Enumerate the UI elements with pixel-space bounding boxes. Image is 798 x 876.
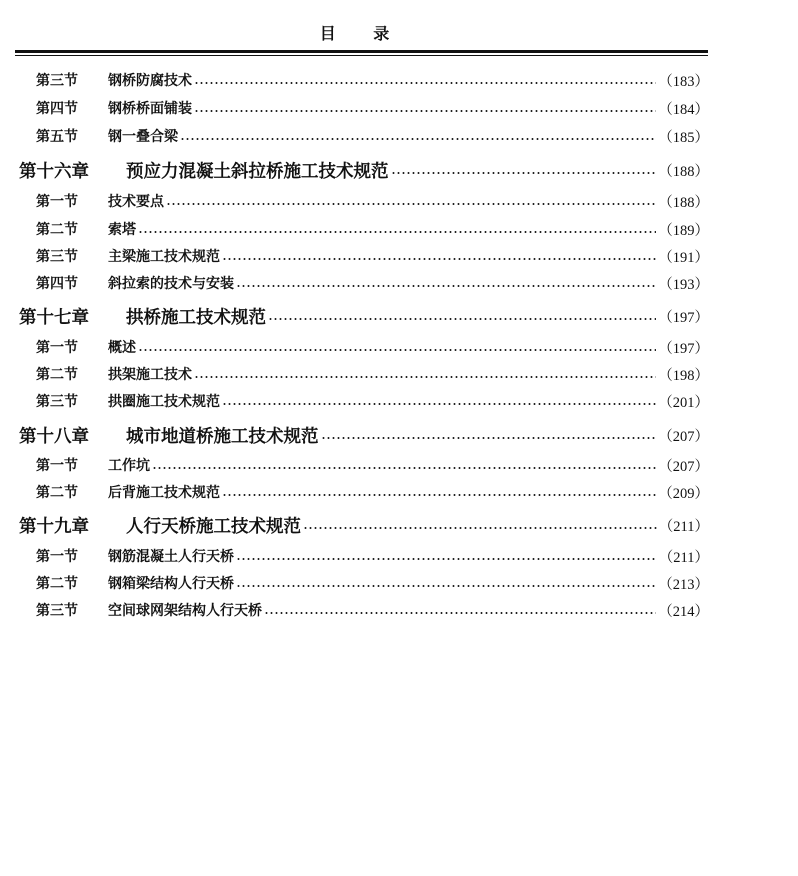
toc-section-entry[interactable] — [36, 335, 709, 359]
page-number: （213） — [658, 576, 709, 593]
dot-leader — [264, 603, 656, 617]
dot-leader — [222, 394, 656, 408]
dot-leader — [321, 428, 657, 442]
page-number: （201） — [658, 394, 709, 411]
toc-section-entry[interactable] — [36, 389, 709, 413]
toc-section-entry[interactable] — [36, 598, 709, 622]
section-title: 索塔 — [108, 222, 136, 238]
chapter-title: 城市地道桥施工技术规范 — [126, 426, 319, 447]
section-title: 概述 — [108, 340, 136, 356]
dot-leader — [236, 576, 656, 590]
dot-leader — [180, 129, 656, 143]
chapter-label: 第十八章 — [19, 426, 89, 447]
section-title: 钢桥桥面铺装 — [108, 101, 192, 117]
section-label: 第一节 — [36, 458, 78, 474]
dot-leader — [303, 518, 657, 532]
toc-chapter-entry[interactable] — [19, 304, 709, 328]
section-label: 第二节 — [36, 576, 78, 592]
page-number: （184） — [658, 101, 709, 118]
toc-section-entry[interactable] — [36, 271, 709, 295]
section-label: 第二节 — [36, 222, 78, 238]
toc-chapter-entry[interactable] — [19, 158, 709, 182]
toc-section-entry[interactable] — [36, 544, 709, 568]
section-label: 第一节 — [36, 340, 78, 356]
toc-section-entry[interactable] — [36, 217, 709, 241]
page-number: （185） — [658, 129, 709, 146]
section-label: 第一节 — [36, 194, 78, 210]
section-label: 第一节 — [36, 549, 78, 565]
section-label: 第四节 — [36, 276, 78, 292]
section-label: 第三节 — [36, 73, 78, 89]
page-number: （189） — [658, 222, 709, 239]
page-number: （188） — [658, 194, 709, 211]
toc-section-entry[interactable] — [36, 453, 709, 477]
header-rule-thin — [15, 55, 708, 56]
page-number: （197） — [658, 309, 709, 326]
section-title: 钢箱梁结构人行天桥 — [108, 576, 234, 592]
page-number: （188） — [658, 163, 709, 180]
page-number: （193） — [658, 276, 709, 293]
chapter-title: 拱桥施工技术规范 — [126, 307, 266, 328]
toc-section-entry[interactable] — [36, 189, 709, 213]
chapter-label: 第十九章 — [19, 516, 89, 537]
toc-chapter-entry[interactable] — [19, 423, 709, 447]
toc-section-entry[interactable] — [36, 362, 709, 386]
section-title: 钢筋混凝土人行天桥 — [108, 549, 234, 565]
dot-leader — [166, 194, 656, 208]
chapter-title: 预应力混凝土斜拉桥施工技术规范 — [126, 161, 389, 182]
toc-section-entry[interactable] — [36, 96, 709, 120]
section-label: 第二节 — [36, 485, 78, 501]
section-label: 第二节 — [36, 367, 78, 383]
chapter-label: 第十七章 — [19, 307, 89, 328]
dot-leader — [268, 309, 656, 323]
section-label: 第三节 — [36, 394, 78, 410]
section-label: 第四节 — [36, 101, 78, 117]
header-rule-thick — [15, 50, 708, 53]
dot-leader — [194, 73, 656, 87]
section-title: 空间球网架结构人行天桥 — [108, 603, 262, 619]
section-label: 第三节 — [36, 603, 78, 619]
section-title: 钢一叠合梁 — [108, 129, 178, 145]
dot-leader — [391, 163, 657, 177]
section-label: 第三节 — [36, 249, 78, 265]
dot-leader — [152, 458, 656, 472]
toc-section-entry[interactable] — [36, 68, 709, 92]
chapter-title: 人行天桥施工技术规范 — [126, 516, 301, 537]
toc-section-entry[interactable] — [36, 571, 709, 595]
page-number: （207） — [658, 458, 709, 475]
section-title: 技术要点 — [108, 194, 164, 210]
section-label: 第五节 — [36, 129, 78, 145]
page-number: （214） — [658, 603, 709, 620]
chapter-label: 第十六章 — [19, 161, 89, 182]
page-number: （207） — [658, 428, 709, 445]
toc-section-entry[interactable] — [36, 124, 709, 148]
section-title: 工作坑 — [108, 458, 150, 474]
dot-leader — [222, 485, 656, 499]
toc-section-entry[interactable] — [36, 244, 709, 268]
section-title: 拱架施工技术 — [108, 367, 192, 383]
dot-leader — [236, 549, 657, 563]
page-number: （183） — [658, 73, 709, 90]
page-number: （211） — [658, 518, 709, 535]
page-number: （211） — [658, 549, 709, 566]
dot-leader — [194, 367, 656, 381]
page-number: （209） — [658, 485, 709, 502]
section-title: 拱圈施工技术规范 — [108, 394, 220, 410]
toc-section-entry[interactable] — [36, 480, 709, 504]
toc-chapter-entry[interactable] — [19, 513, 709, 537]
dot-leader — [222, 249, 656, 263]
section-title: 斜拉索的技术与安装 — [108, 276, 234, 292]
section-title: 主梁施工技术规范 — [108, 249, 220, 265]
section-title: 钢桥防腐技术 — [108, 73, 192, 89]
dot-leader — [236, 276, 656, 290]
dot-leader — [138, 222, 656, 236]
page-number: （198） — [658, 367, 709, 384]
section-title: 后背施工技术规范 — [108, 485, 220, 501]
page-number: （191） — [658, 249, 709, 266]
page-title: 目 录 — [319, 24, 406, 43]
dot-leader — [138, 340, 656, 354]
dot-leader — [194, 101, 656, 115]
page-number: （197） — [658, 340, 709, 357]
